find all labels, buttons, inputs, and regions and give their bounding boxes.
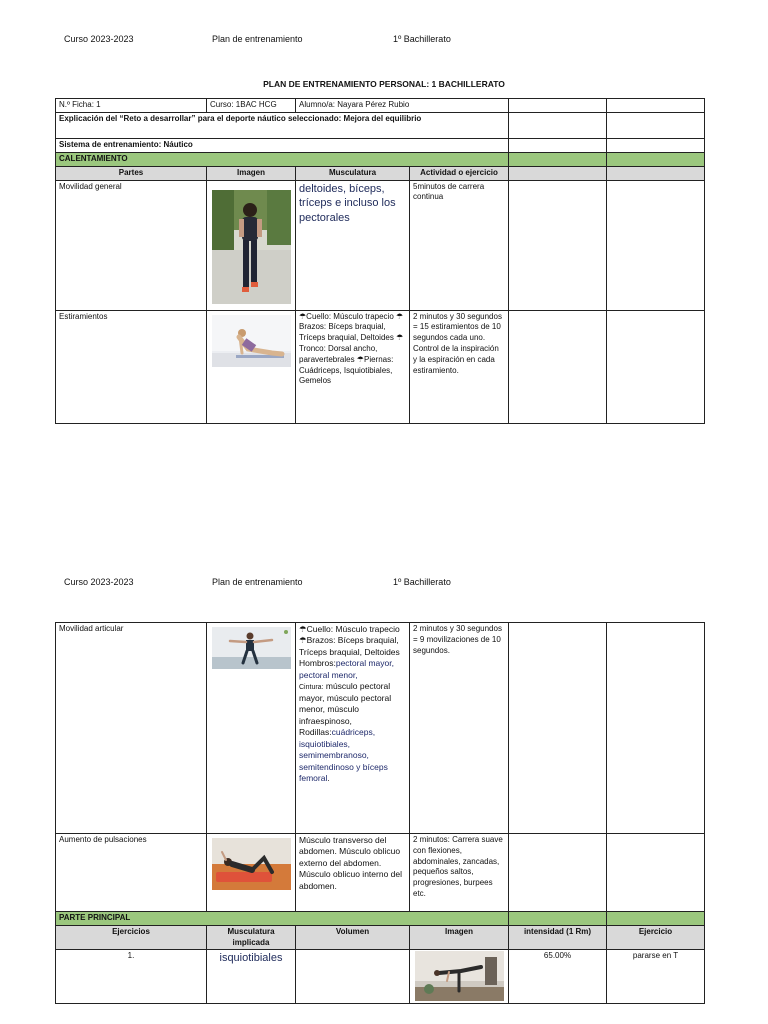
col-header-volumen: Volumen <box>296 925 410 950</box>
course-label: Curso 2023-2023 <box>64 34 134 44</box>
section-warmup: CALENTAMIENTO <box>56 153 509 167</box>
arm-circles-image <box>212 627 291 669</box>
part-cell: Aumento de pulsaciones <box>56 834 207 912</box>
col-header-partes: Partes <box>56 166 207 180</box>
image-cell <box>207 310 296 423</box>
image-cell <box>207 623 296 834</box>
col-header-ejercicio: Ejercicio <box>607 925 705 950</box>
table-row <box>56 180 705 310</box>
table-row <box>56 623 705 834</box>
part-cell: Movilidad general <box>56 180 207 310</box>
course-label-page2: Curso 2023-2023 <box>64 577 134 587</box>
ficha-cell: N.º Ficha: 1 <box>56 99 207 113</box>
muscles-cell <box>296 623 410 834</box>
alumno-cell: Alumno/a: Nayara Pérez Rubio <box>296 99 509 113</box>
muscles-cell: deltoides, bíceps, tríceps e incluso los pectorales <box>296 180 410 310</box>
challenge-cell: Explicación del “Reto a desarrollar” para el deporte náutico seleccionado: Mejora del equilibrio <box>56 113 509 139</box>
system-cell: Sistema de entrenamiento: Náutico <box>56 139 509 153</box>
training-plan-table-page2 <box>55 622 705 1004</box>
exercise-name-cell: pararse en T <box>607 950 705 1004</box>
table-row <box>56 310 705 423</box>
col-header-intensidad: intensidad (1 Rm) <box>509 925 607 950</box>
volume-cell <box>296 950 410 1004</box>
waist-label: Cintura: <box>299 684 324 692</box>
exercise-number: 1. <box>56 950 207 1004</box>
section-main: PARTE PRINCIPAL <box>56 912 509 926</box>
level-label-page2: 1º Bachillerato <box>393 577 451 587</box>
activity-cell: 2 minutos y 30 segundos = 15 estiramientos de 10 segundos cada uno. Control de la inspiración y la espiración en cada estiramiento. <box>410 310 509 423</box>
cobra-stretch-image <box>212 315 291 367</box>
col-header-ejercicios: Ejercicios <box>56 925 207 950</box>
shoulders-muscles: pectoral mayor, pectoral menor, <box>299 658 394 680</box>
activity-cell: 5minutos de carrera continua <box>410 180 509 310</box>
knees-period: . <box>327 773 330 784</box>
page-title: PLAN DE ENTRENAMIENTO PERSONAL: 1 BACHILLERATO <box>263 79 505 89</box>
col-header-musculatura-implicada: Musculatura implicada <box>207 925 296 950</box>
running-woman-image <box>212 190 291 304</box>
floor-crunch-image <box>212 838 291 890</box>
part-cell: Movilidad articular <box>56 623 207 834</box>
part-cell: Estiramientos <box>56 310 207 423</box>
training-plan-table <box>55 98 705 424</box>
muscles-cell: isquiotibiales <box>207 950 296 1004</box>
plan-label: Plan de entrenamiento <box>212 34 303 44</box>
level-label: 1º Bachillerato <box>393 34 451 44</box>
activity-cell: 2 minutos: Carrera suave con flexiones, abdominales, zancadas, pequeños saltos, progresiones, burpees etc. <box>410 834 509 912</box>
t-balance-image <box>415 951 504 1001</box>
shoulders-label: Hombros: <box>299 658 336 669</box>
waist-muscles: músculo pectoral mayor, músculo pectoral menor, músculo infraespinoso, <box>299 681 392 726</box>
plan-label-page2: Plan de entrenamiento <box>212 577 303 587</box>
curso-cell: Curso: 1BAC HCG <box>207 99 296 113</box>
muscles-neck-arms: ☂Cuello: Músculo trapecio ☂Brazos: Bíceps braquial, Tríceps braquial, Deltoides <box>299 624 400 657</box>
col-header-imagen: Imagen <box>410 925 509 950</box>
muscles-cell: Músculo transverso del abdomen. Músculo oblicuo externo del abdomen. Músculo oblicuo interno del abdomen. <box>296 834 410 912</box>
knees-label: Rodillas: <box>299 727 332 738</box>
muscles-cell: ☂Cuello: Músculo trapecio ☂Brazos: Bíceps braquial, Tríceps braquial, Deltoides ☂Tronco: Dorsal ancho, paravertebrales ☂Piernas: Cuádriceps, Isquiotibiales, Gemelos <box>296 310 410 423</box>
table-row <box>56 834 705 912</box>
intensity-cell: 65.00% <box>509 950 607 1004</box>
image-cell <box>207 834 296 912</box>
activity-cell: 2 minutos y 30 segundos = 9 movilizaciones de 10 segundos. <box>410 623 509 834</box>
image-cell <box>410 950 509 1004</box>
table-row <box>56 950 705 1004</box>
col-header-musculatura: Musculatura <box>296 166 410 180</box>
knees-muscles: cuádriceps, isquiotibiales, semimembranoso, semitendinoso y bíceps femoral <box>299 727 388 784</box>
col-header-imagen: Imagen <box>207 166 296 180</box>
col-header-actividad: Actividad o ejercicio <box>410 166 509 180</box>
image-cell <box>207 180 296 310</box>
